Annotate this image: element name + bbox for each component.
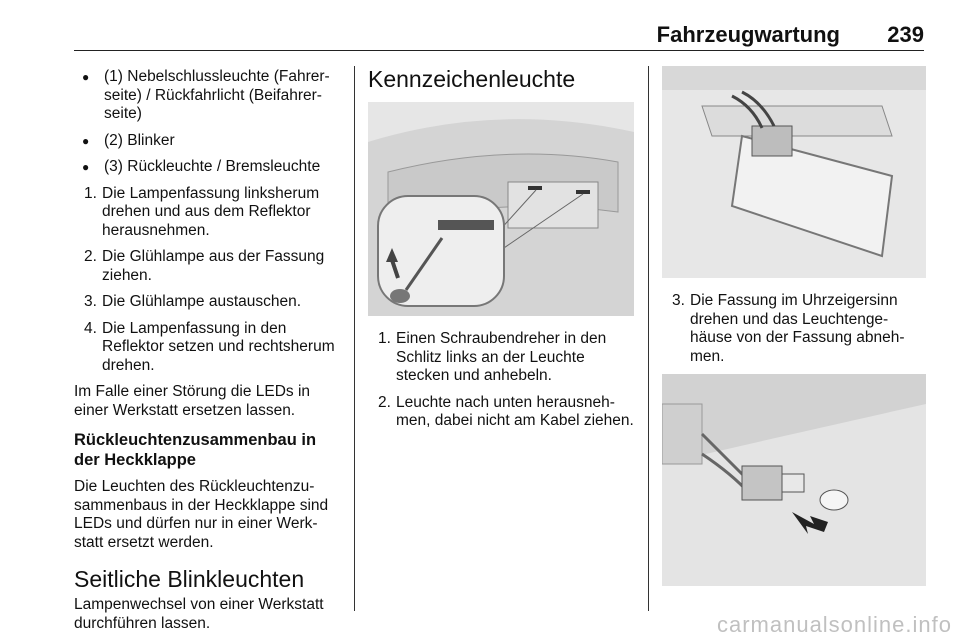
list-item [368, 330, 634, 386]
step-number: 2. [378, 393, 391, 411]
column-divider-1 [354, 66, 355, 611]
list-item: ● (2) Blinker [74, 132, 346, 151]
step-text: Die Glühlampe aus der Fassung ziehen. [102, 248, 325, 284]
step-number: 3. [84, 293, 97, 310]
step-text: Die Lampenfassung in den Reflektor setzen und rechtsherum drehen. [102, 319, 335, 374]
paragraph: Lampenwechsel von einer Werkstatt durchführen lassen. [74, 596, 324, 632]
step-list [74, 185, 346, 376]
list-item [74, 320, 346, 376]
step-number: 1. [378, 330, 391, 347]
paragraph: Im Falle einer Störung die LEDs in einer Werkstatt ersetzen lassen. [74, 383, 311, 419]
list-item [74, 293, 346, 312]
bulb-socket-drawing [662, 374, 926, 586]
step-number: 2. [84, 248, 97, 265]
section-heading: Rückleuchtenzusammenbau in der Heckklappe [74, 431, 317, 469]
list-item: ● (3) Rückleuchte / Bremsleuchte [74, 158, 346, 177]
lamp-housing-illustration [662, 66, 926, 278]
step-number: 3. [672, 292, 685, 309]
list-item [662, 292, 926, 366]
step-text: Die Fassung im Uhrzeigersinn drehen und das Leuchtenge-häuse von der Fassung abneh-men. [690, 292, 905, 365]
license-plate-light-illustration [368, 102, 634, 316]
list-item [368, 394, 634, 431]
step-text: Die Lampenfassung linksherum drehen und aus dem Reflektor herausnehmen. [102, 184, 320, 239]
column-2 [368, 66, 634, 439]
tailgate-screwdriver-drawing [368, 102, 634, 316]
section-heading: Seitliche Blinkleuchten [74, 566, 305, 592]
bulb-socket-illustration [662, 374, 926, 586]
list-item [74, 248, 346, 285]
column-1 [74, 68, 346, 643]
step-text: Einen Schraubendreher in den Schlitz links an der Leuchte stecken und anhebeln. [396, 330, 607, 384]
lamp-housing-drawing [662, 66, 926, 278]
step-number: 4. [84, 319, 97, 337]
step-number: 1. [84, 184, 97, 202]
paragraph: Die Leuchten des Rückleuchtenzu-sammenbaus in der Heckklappe sind LEDs und dürfen nur in einer Werk-statt ersetzt werden. [74, 478, 329, 551]
section-heading: Kennzeichenleuchte [368, 66, 576, 92]
step-text: Leuchte nach unten herausneh-men, dabei nicht am Kabel ziehen. [396, 393, 634, 429]
column-3 [662, 66, 926, 586]
step-list [662, 292, 926, 366]
step-text: Die Glühlampe austauschen. [102, 293, 302, 310]
step-list [368, 330, 634, 431]
page-number: 239 [887, 22, 924, 47]
header-rule [74, 50, 924, 51]
watermark: carmanualsonline.info [716, 612, 952, 637]
list-item [74, 185, 346, 241]
list-item: ● (1) Nebelschlussleuchte (Fahrer-seite) / Rückfahrlicht (Beifahrer-seite) [74, 68, 346, 124]
bullet-list [74, 68, 346, 177]
column-divider-2 [648, 66, 649, 611]
header-title: Fahrzeugwartung [656, 22, 840, 47]
